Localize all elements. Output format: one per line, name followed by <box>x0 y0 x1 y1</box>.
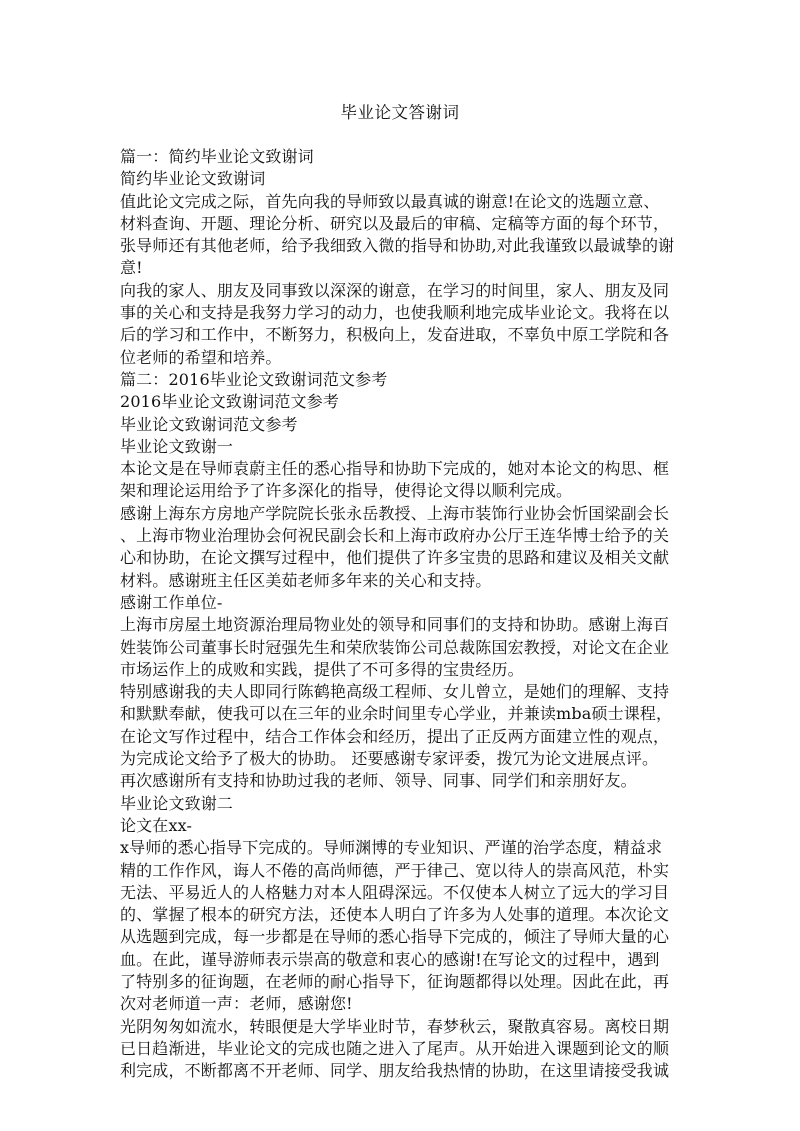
text-line: 材料查询、开题、理论分析、研究以及最后的审稿、定稿等方面的每个环节， <box>120 213 670 233</box>
text-line: 架和理论运用给予了许多深化的指导，使得论文得以顺利完成。 <box>120 481 573 501</box>
text-line: 心和协助，在论文撰写过程中，他们提供了许多宝贵的思路和建议及相关文献 <box>120 548 670 568</box>
text-line: 材料。感谢班主任区美茹老师多年来的关心和支持。 <box>120 570 492 590</box>
text-line: 姓装饰公司董事长时冠强先生和荣欣装饰公司总裁陈国宏教授，对论文在企业 <box>120 637 670 657</box>
text-line: 市场运作上的成败和实践，提供了不可多得的宝贵经历。 <box>120 659 524 679</box>
text-line: 2016毕业论文致谢词范文参考 <box>120 392 339 412</box>
text-line: 无法、平易近人的人格魅力对本人阻碍深远。不仅使本人树立了远大的学习目 <box>120 882 670 902</box>
text-line: 张导师还有其他老师，给予我细致入微的指导和协助,对此我谨致以最诚挚的谢 <box>120 236 675 256</box>
text-line: 在论文写作过程中，结合工作体会和经历，提出了正反两方面建立性的观点， <box>120 726 670 746</box>
text-line: 篇一：简约毕业论文致谢词 <box>120 147 314 166</box>
text-line: 特别感谢我的夫人即同行陈鹤艳高级工程师、女儿曾立，是她们的理解、支持 <box>120 682 670 702</box>
text-line: 毕业论文致谢一 <box>120 436 234 456</box>
text-line: 利完成，不断都离不开老师、同学、朋友给我热情的协助，在这里请接受我诚 <box>120 1061 670 1081</box>
text-line: 毕业论文致谢二 <box>120 793 234 813</box>
text-line: 后的学习和工作中，不断努力，积极向上，发奋进取，不辜负中原工学院和各 <box>120 325 670 345</box>
text-line: 次对老师道一声：老师，感谢您! <box>120 994 353 1014</box>
text-line: 从选题到完成，每一步都是在导师的悉心指导下完成的，倾注了导师大量的心 <box>120 927 670 947</box>
text-line: 再次感谢所有支持和协助过我的老师、领导、同事、同学们和亲朋好友。 <box>120 771 637 791</box>
text-line: 位老师的希望和培养。 <box>120 347 282 367</box>
text-line: 毕业论文致谢词范文参考 <box>120 414 298 434</box>
text-line: 本论文是在导师袁蔚主任的悉心指导和协助下完成的，她对本论文的构思、框 <box>120 459 670 479</box>
text-line: 已日趋渐进，毕业论文的完成也随之进入了尾声。从开始进入课题到论文的顺 <box>120 1038 670 1058</box>
text-line: 血。在此，谨导游师表示崇高的敬意和衷心的感谢!在写论文的过程中，遇到 <box>120 949 660 969</box>
text-line: 和默默奉献，使我可以在三年的业余时间里专心学业，并兼读mba硕士课程， <box>120 704 673 724</box>
text-line: 论文在xx- <box>120 815 193 835</box>
document-body <box>120 146 680 1082</box>
document-title: 毕业论文答谢词 <box>340 103 460 122</box>
text-line: x导师的悉心指导下完成的。导师渊博的专业知识、严谨的治学态度，精益求 <box>120 838 663 858</box>
text-line: 为完成论文给予了极大的协助。 还要感谢专家评委，拨冗为论文进展点评。 <box>120 749 659 769</box>
text-line: 感谢上海东方房地产学院院长张永岳教授、上海市装饰行业协会忻国梁副会长 <box>120 503 670 523</box>
text-line: 的、掌握了根本的研究方法，还使本人明白了许多为人处事的道理。本次论文 <box>120 905 670 925</box>
text-line: 了特别多的征询题，在老师的耐心指导下，征询题都得以处理。因此在此，再 <box>120 971 670 991</box>
text-line: 简约毕业论文致谢词 <box>120 169 266 189</box>
text-line: 篇二：2016毕业论文致谢词范文参考 <box>120 369 388 389</box>
text-line: 值此论文完成之际，首先向我的导师致以最真诚的谢意!在论文的选题立意、 <box>120 191 660 211</box>
text-line: 光阴匆匆如流水，转眼便是大学毕业时节，春梦秋云，聚散真容易。离校日期 <box>120 1016 670 1036</box>
text-line: 感谢工作单位- <box>120 592 223 612</box>
text-line: 事的关心和支持是我努力学习的动力，也使我顺利地完成毕业论文。我将在以 <box>120 303 670 323</box>
text-line: 向我的家人、朋友及同事致以深深的谢意，在学习的时间里，家人、朋友及同 <box>120 280 670 300</box>
text-line: 意! <box>120 258 143 278</box>
text-line: 上海市房屋土地资源治理局物业处的领导和同事们的支持和协助。感谢上海百 <box>120 615 670 635</box>
text-line: 精的工作作风，诲人不倦的高尚师德，严于律己、宽以待人的崇高风范，朴实 <box>120 860 670 880</box>
text-line: 、上海市物业治理协会何祝民副会长和上海市政府办公厅王连华博士给予的关 <box>120 526 670 546</box>
